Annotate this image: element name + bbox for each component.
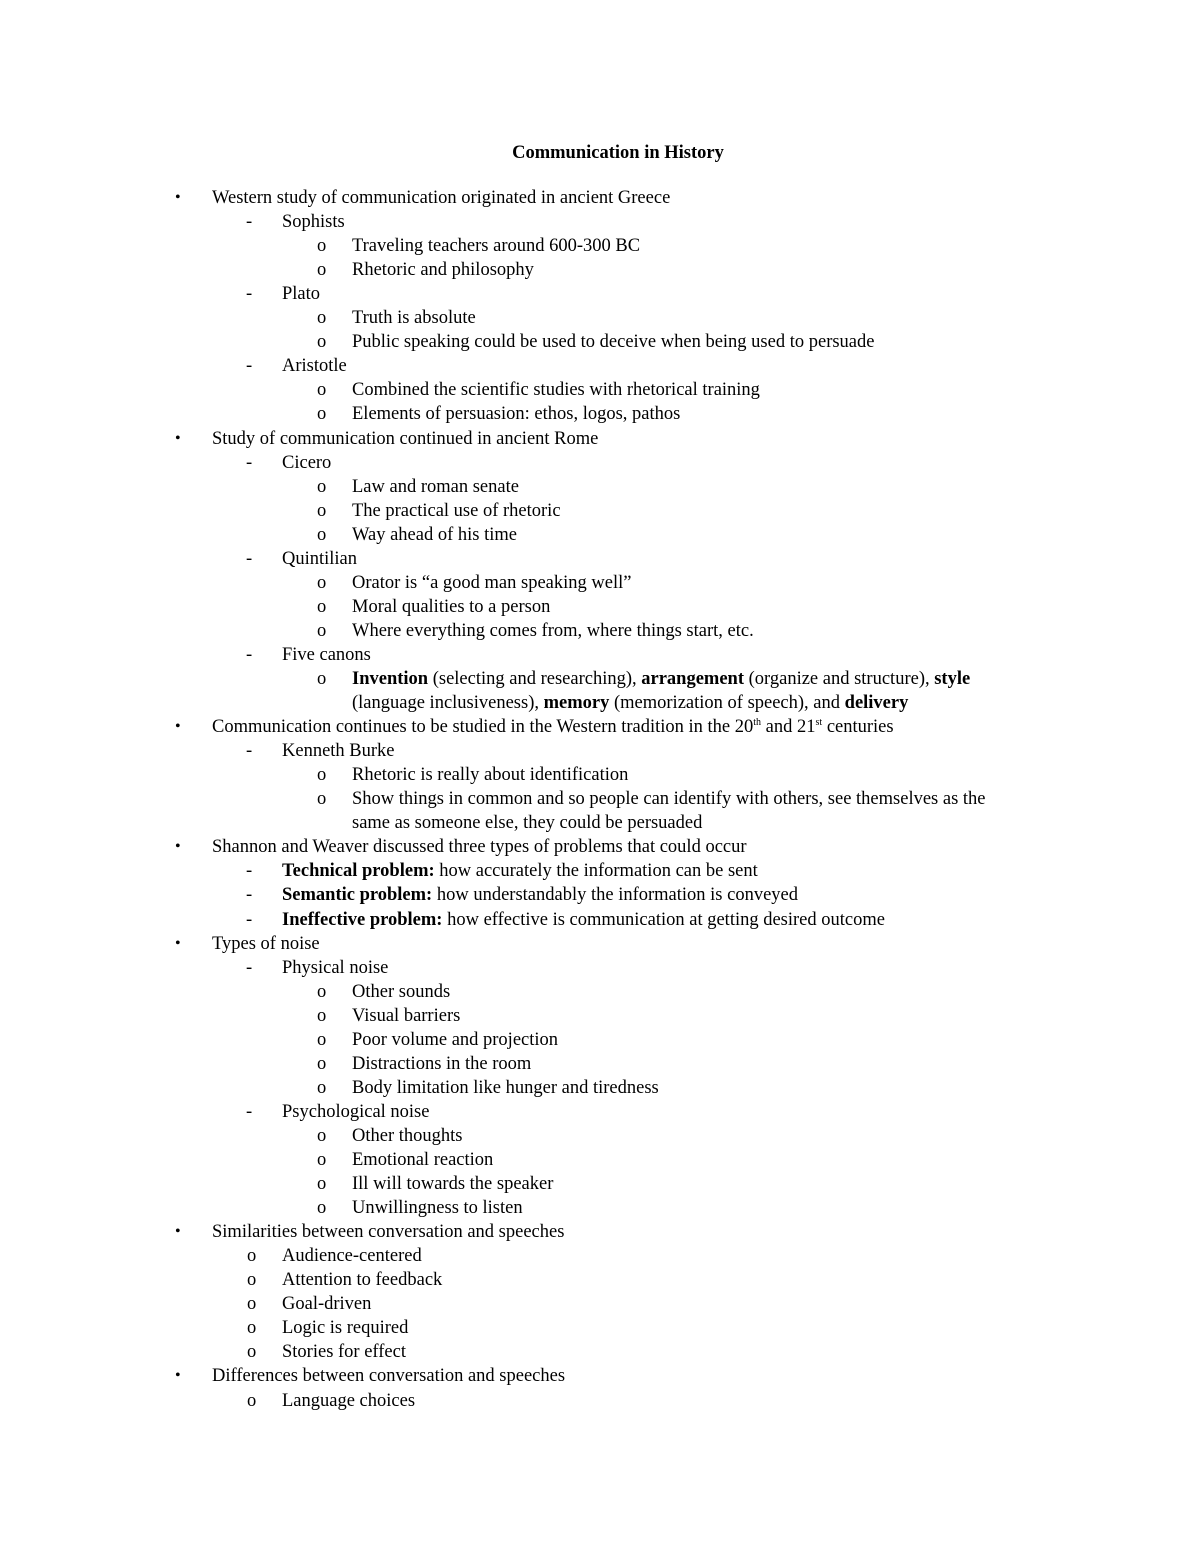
circle-marker: o xyxy=(317,1126,327,1146)
text-segment: Rhetoric is really about identification xyxy=(352,765,629,785)
dash-marker: - xyxy=(246,645,253,665)
outline-item-level-3 xyxy=(352,811,702,835)
bullet-marker: • xyxy=(175,838,181,855)
outline-item-level-3 xyxy=(352,1028,558,1052)
circle-marker: o xyxy=(317,501,327,521)
text-segment: how accurately the information can be sent xyxy=(434,861,758,881)
circle-marker: o xyxy=(317,404,327,424)
outline-item-level-2 xyxy=(282,739,395,763)
text-segment: (selecting and researching), xyxy=(428,669,642,689)
bold-term: Ineffective problem: xyxy=(282,910,443,930)
outline-item-level-3 xyxy=(352,378,760,402)
dash-marker: - xyxy=(246,453,253,473)
dash-marker: - xyxy=(246,958,253,978)
text-segment: Aristotle xyxy=(282,356,347,376)
page-title: Communication in History xyxy=(512,143,724,163)
outline-item-level-2 xyxy=(282,282,320,306)
text-segment: how understandably the information is conveyed xyxy=(432,885,799,905)
circle-marker: o xyxy=(317,597,327,617)
text-segment: Body limitation like hunger and tiredness xyxy=(352,1078,659,1098)
dash-marker: - xyxy=(246,885,253,905)
text-segment: Cicero xyxy=(282,453,332,473)
outline-item-level-3 xyxy=(352,475,519,499)
outline-item-level-3 xyxy=(352,980,450,1004)
text-segment: Differences between conversation and speeches xyxy=(212,1366,566,1386)
bold-term: Semantic problem: xyxy=(282,885,433,905)
dash-marker: - xyxy=(246,549,253,569)
text-segment: Quintilian xyxy=(282,549,358,569)
outline-item-level-3 xyxy=(352,258,534,282)
text-segment: The practical use of rhetoric xyxy=(352,501,561,521)
text-segment: Combined the scientific studies with rhetorical training xyxy=(352,380,760,400)
bullet-marker: • xyxy=(175,718,181,735)
circle-marker: o xyxy=(247,1246,257,1266)
dash-marker: - xyxy=(246,910,253,930)
bold-term: style xyxy=(934,669,971,689)
outline-item-level-1 xyxy=(212,427,598,451)
outline-item-level-1 xyxy=(212,835,747,859)
outline-item-level-3 xyxy=(352,330,874,354)
text-segment: Types of noise xyxy=(212,934,320,954)
text-segment: Where everything comes from, where things start, etc. xyxy=(352,621,754,641)
circle-marker: o xyxy=(247,1294,257,1314)
bullet-marker: • xyxy=(175,1223,181,1240)
dash-marker: - xyxy=(246,212,253,232)
text-segment: Distractions in the room xyxy=(352,1054,532,1074)
text-segment: Sophists xyxy=(282,212,345,232)
text-segment: Western study of communication originated in ancient Greece xyxy=(212,188,671,208)
circle-marker: o xyxy=(317,669,327,689)
text-segment: Communication continues to be studied in the Western tradition in the 20 xyxy=(212,717,754,737)
text-segment: Psychological noise xyxy=(282,1102,430,1122)
text-segment: Other thoughts xyxy=(352,1126,463,1146)
outline-item-level-2 xyxy=(282,451,331,475)
dash-marker: - xyxy=(246,356,253,376)
outline-item-level-3 xyxy=(352,1076,659,1100)
outline-item-level-2 xyxy=(282,956,388,980)
text-segment: Show things in common and so people can identify with others, see themselves as the xyxy=(352,789,986,809)
outline-item-level-3 xyxy=(352,619,754,643)
outline-item-level-1 xyxy=(212,715,894,739)
text-segment: Logic is required xyxy=(282,1318,409,1338)
outline-item-level-2 xyxy=(282,1244,422,1268)
circle-marker: o xyxy=(317,1150,327,1170)
text-segment: Poor volume and projection xyxy=(352,1030,559,1050)
circle-marker: o xyxy=(317,1198,327,1218)
text-segment: Public speaking could be used to deceive when being used to persuade xyxy=(352,332,875,352)
circle-marker: o xyxy=(317,380,327,400)
circle-marker: o xyxy=(247,1391,257,1411)
text-segment: Physical noise xyxy=(282,958,389,978)
circle-marker: o xyxy=(247,1318,257,1338)
bold-term: Technical problem: xyxy=(282,861,435,881)
outline-item-level-1 xyxy=(212,1220,564,1244)
dash-marker: - xyxy=(246,284,253,304)
outline-item-level-2 xyxy=(282,1268,442,1292)
text-segment: Other sounds xyxy=(352,982,451,1002)
outline-item-level-3 xyxy=(352,691,908,715)
circle-marker: o xyxy=(317,1006,327,1026)
outline-item-level-3 xyxy=(352,571,631,595)
circle-marker: o xyxy=(317,1030,327,1050)
text-segment: Traveling teachers around 600-300 BC xyxy=(352,236,641,256)
outline-item-level-1 xyxy=(212,1364,565,1388)
outline-item-level-3 xyxy=(352,1124,462,1148)
text-segment: (memorization of speech), and xyxy=(609,693,845,713)
circle-marker: o xyxy=(247,1342,257,1362)
text-segment: (language inclusiveness), xyxy=(352,693,544,713)
text-segment: Five canons xyxy=(282,645,371,665)
text-segment: Visual barriers xyxy=(352,1006,461,1026)
bold-term: delivery xyxy=(844,693,909,713)
outline-item-level-3 xyxy=(352,1196,523,1220)
outline-item-level-2 xyxy=(282,1340,406,1364)
bold-term: arrangement xyxy=(641,669,744,689)
outline-item-level-2 xyxy=(282,643,371,667)
text-segment: Law and roman senate xyxy=(352,477,519,497)
dash-marker: - xyxy=(246,861,253,881)
circle-marker: o xyxy=(317,260,327,280)
bold-term: Invention xyxy=(352,669,429,689)
bullet-marker: • xyxy=(175,430,181,447)
circle-marker: o xyxy=(317,525,327,545)
bullet-marker: • xyxy=(175,1367,181,1384)
bold-term: memory xyxy=(543,693,610,713)
outline-item-level-3 xyxy=(352,595,550,619)
outline-item-level-2 xyxy=(282,908,885,932)
bullet-marker: • xyxy=(175,935,181,952)
outline-item-level-3 xyxy=(352,667,970,691)
circle-marker: o xyxy=(317,1054,327,1074)
text-segment: how effective is communication at getting desired outcome xyxy=(442,910,885,930)
ordinal-suffix: st xyxy=(815,717,823,728)
text-segment: and 21 xyxy=(761,717,816,737)
ordinal-suffix: th xyxy=(753,717,762,728)
outline-item-level-3 xyxy=(352,523,517,547)
text-segment: centuries xyxy=(822,717,894,737)
text-segment: Emotional reaction xyxy=(352,1150,494,1170)
outline-item-level-1 xyxy=(212,186,670,210)
text-segment: Language choices xyxy=(282,1391,416,1411)
outline-item-level-3 xyxy=(352,1148,493,1172)
outline-item-level-3 xyxy=(352,402,680,426)
bullet-marker: • xyxy=(175,189,181,206)
outline-item-level-3 xyxy=(352,1172,553,1196)
text-segment: Kenneth Burke xyxy=(282,741,395,761)
circle-marker: o xyxy=(247,1270,257,1290)
text-segment: Orator is “a good man speaking well” xyxy=(352,573,632,593)
dash-marker: - xyxy=(246,1102,253,1122)
circle-marker: o xyxy=(317,621,327,641)
outline-item-level-2 xyxy=(282,1389,415,1413)
outline-item-level-3 xyxy=(352,306,476,330)
text-segment: Unwillingness to listen xyxy=(352,1198,523,1218)
text-segment: Way ahead of his time xyxy=(352,525,517,545)
outline-item-level-2 xyxy=(282,354,347,378)
circle-marker: o xyxy=(317,1174,327,1194)
text-segment: Attention to feedback xyxy=(282,1270,443,1290)
text-segment: Moral qualities to a person xyxy=(352,597,551,617)
circle-marker: o xyxy=(317,573,327,593)
outline-item-level-2 xyxy=(282,883,798,907)
outline-item-level-3 xyxy=(352,763,628,787)
outline-item-level-1 xyxy=(212,932,320,956)
circle-marker: o xyxy=(317,332,327,352)
text-segment: Plato xyxy=(282,284,321,304)
text-segment: Audience-centered xyxy=(282,1246,422,1266)
outline-item-level-2 xyxy=(282,1316,408,1340)
text-segment: Truth is absolute xyxy=(352,308,476,328)
circle-marker: o xyxy=(317,477,327,497)
circle-marker: o xyxy=(317,765,327,785)
circle-marker: o xyxy=(317,789,327,809)
text-segment: Ill will towards the speaker xyxy=(352,1174,554,1194)
outline-item-level-3 xyxy=(352,234,640,258)
text-segment: Rhetoric and philosophy xyxy=(352,260,534,280)
outline-item-level-2 xyxy=(282,859,758,883)
circle-marker: o xyxy=(317,1078,327,1098)
text-segment: Stories for effect xyxy=(282,1342,406,1362)
text-segment: Similarities between conversation and speeches xyxy=(212,1222,565,1242)
outline-item-level-3 xyxy=(352,787,986,811)
outline-item-level-2 xyxy=(282,547,357,571)
circle-marker: o xyxy=(317,308,327,328)
text-segment: Shannon and Weaver discussed three types of problems that could occur xyxy=(212,837,747,857)
text-segment: same as someone else, they could be persuaded xyxy=(352,813,703,833)
circle-marker: o xyxy=(317,982,327,1002)
outline-item-level-3 xyxy=(352,499,561,523)
text-segment: (organize and structure), xyxy=(744,669,935,689)
text-segment: Goal-driven xyxy=(282,1294,372,1314)
circle-marker: o xyxy=(317,236,327,256)
outline-item-level-3 xyxy=(352,1052,531,1076)
outline-item-level-2 xyxy=(282,1292,371,1316)
outline-item-level-2 xyxy=(282,210,345,234)
outline-item-level-3 xyxy=(352,1004,460,1028)
text-segment: Elements of persuasion: ethos, logos, pathos xyxy=(352,404,681,424)
outline-item-level-2 xyxy=(282,1100,429,1124)
text-segment: Study of communication continued in ancient Rome xyxy=(212,429,599,449)
dash-marker: - xyxy=(246,741,253,761)
